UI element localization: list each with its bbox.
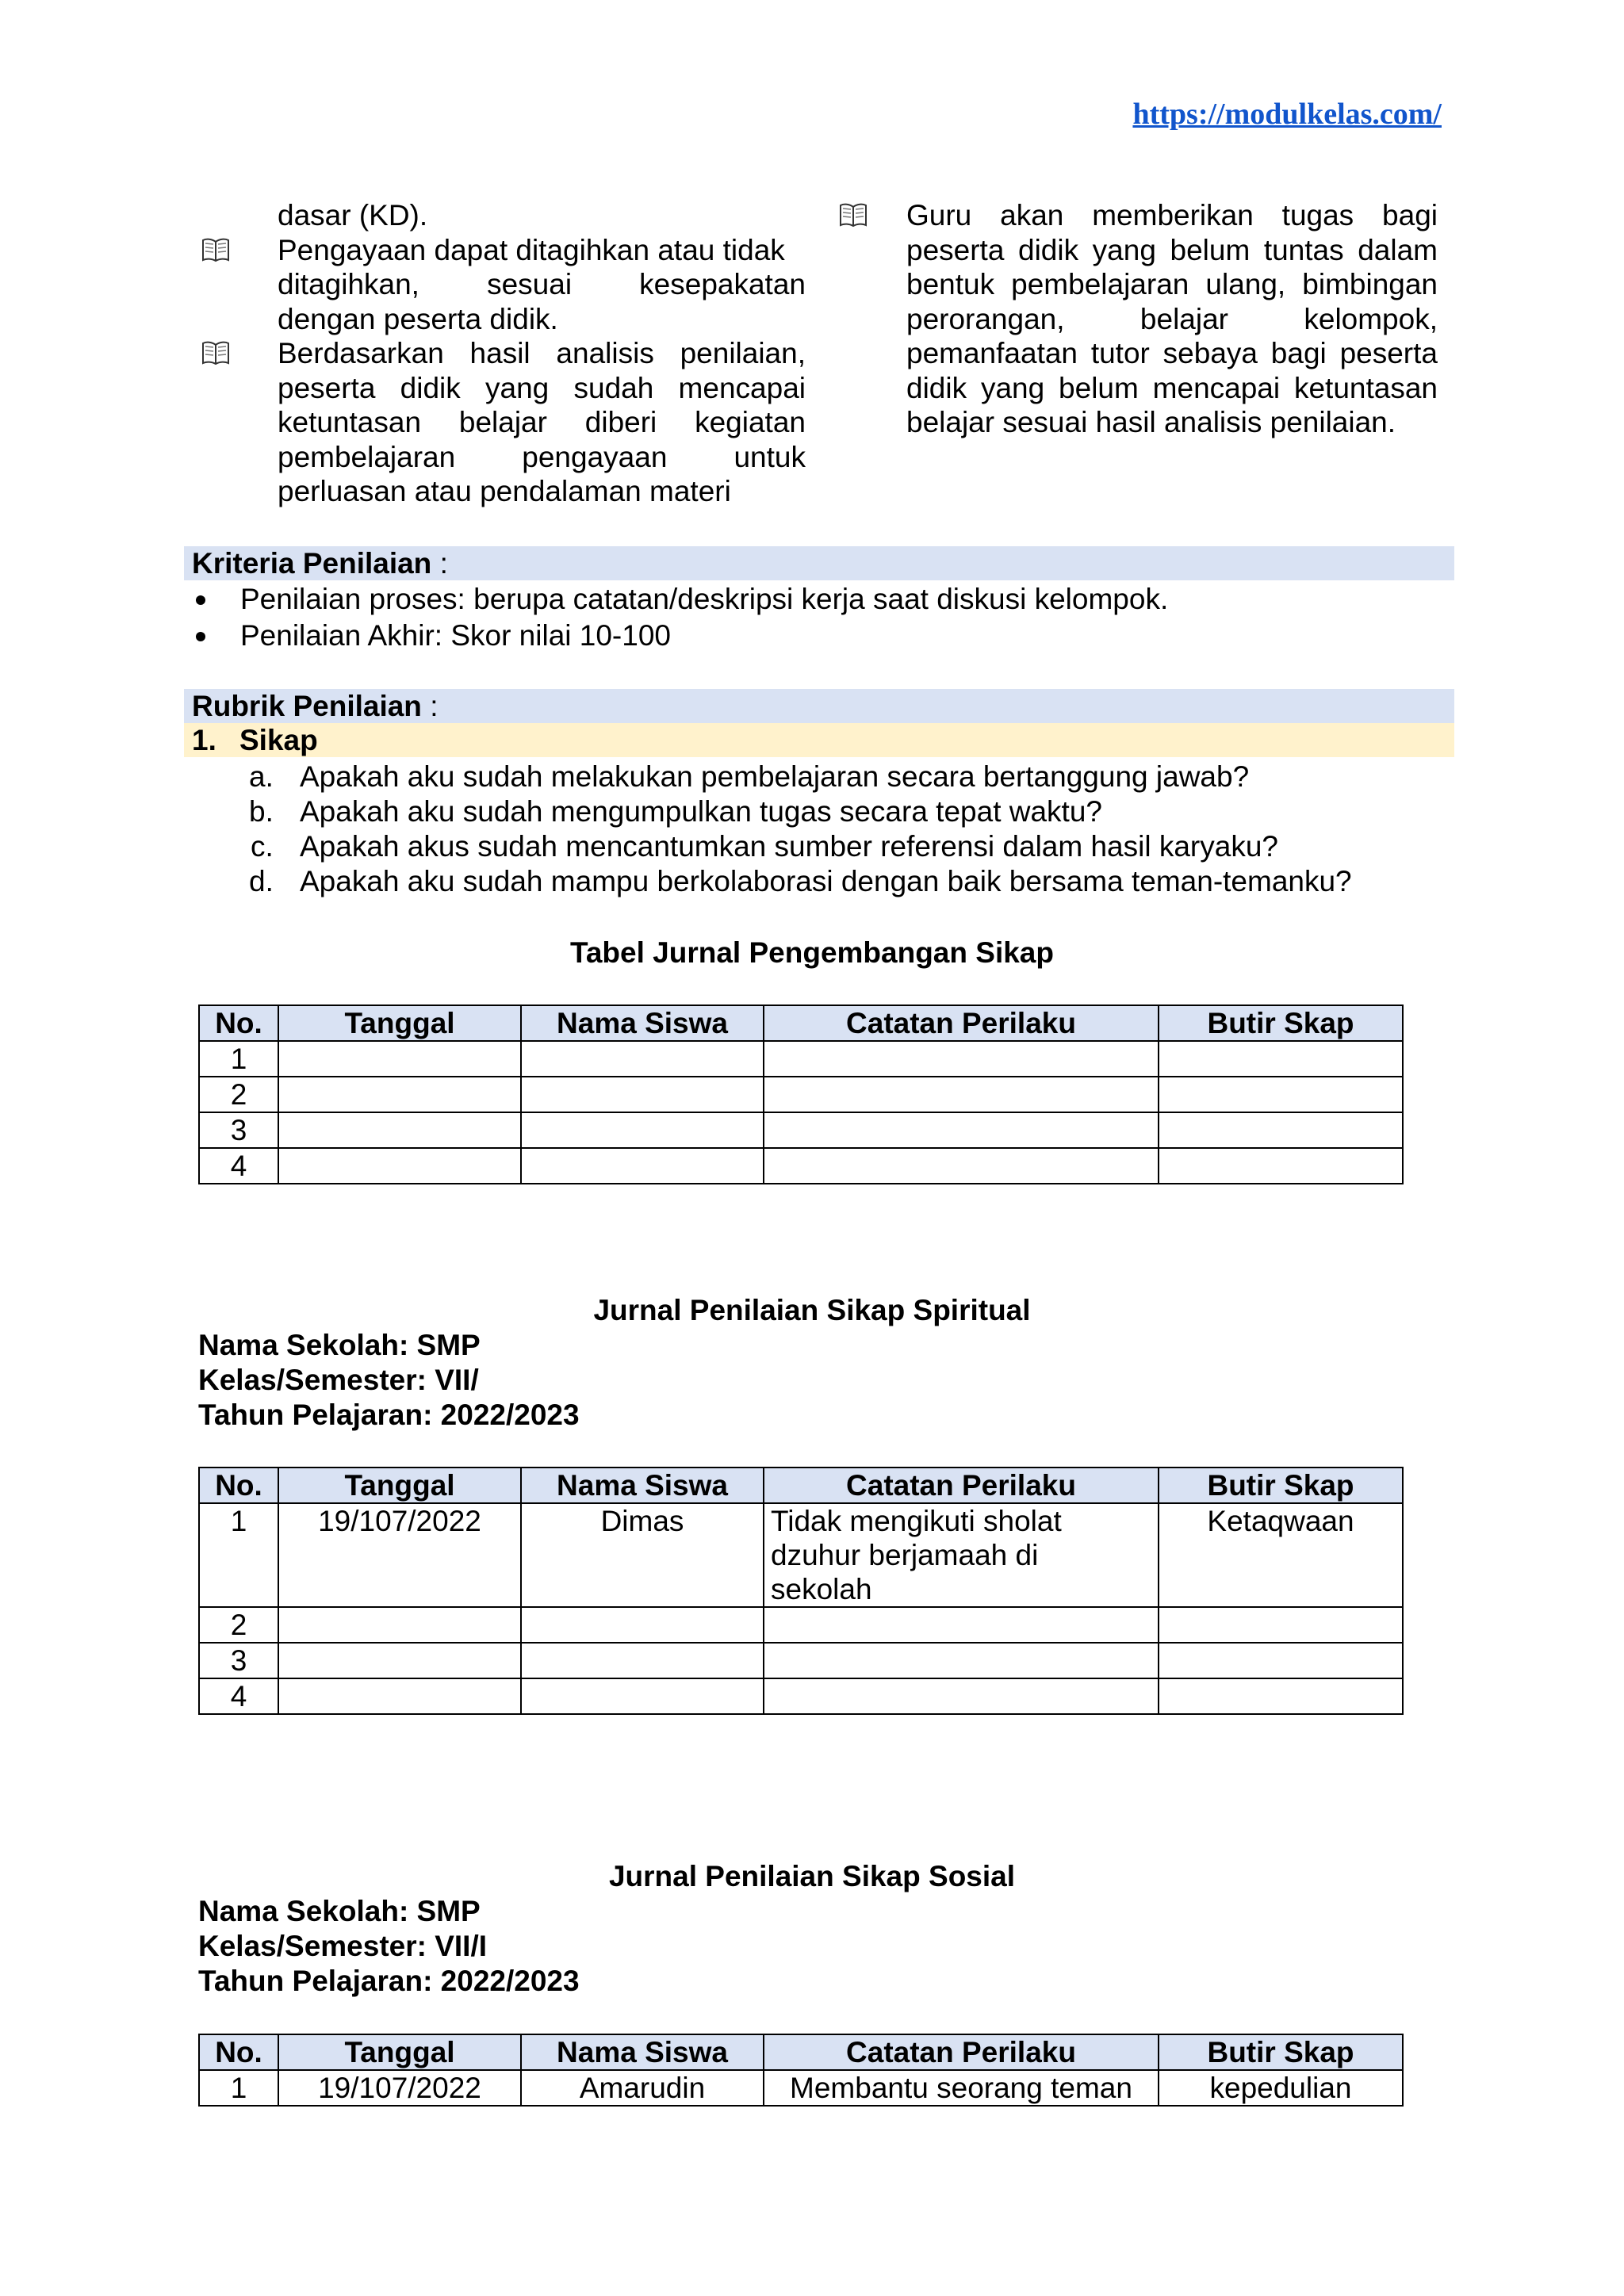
text-line: pembelajaran pengayaan untuk <box>278 440 806 473</box>
table-row <box>199 1112 1403 1148</box>
right-item-1 <box>906 198 1438 440</box>
cell <box>764 1607 1159 1643</box>
bullet-icon <box>196 632 205 641</box>
site-url-link[interactable]: https://modulkelas.com/ <box>1132 98 1442 131</box>
cell <box>521 1077 764 1112</box>
text-line: perorangan, belajar kelompok, <box>906 302 1438 335</box>
cell-no: 3 <box>199 1112 278 1148</box>
table-row <box>199 1607 1403 1643</box>
kriteria-item-1: Penilaian proses: berupa catatan/deskripsi kerja saat diskusi kelompok. <box>240 583 1169 615</box>
header-no: No. <box>199 1005 278 1041</box>
table-row <box>199 1643 1403 1678</box>
kriteria-colon: : <box>431 547 448 580</box>
table-row <box>199 1678 1403 1714</box>
table-jurnal-sikap-spiritual <box>198 1467 1404 1715</box>
text-line: Guru akan memberikan tugas bagi <box>906 199 1438 232</box>
cell <box>1159 1077 1403 1112</box>
question-letter: b. <box>249 795 274 828</box>
text-line: bentuk pembelajaran ulang, bimbingan <box>906 268 1438 300</box>
header-tanggal: Tanggal <box>278 1468 521 1503</box>
rubrik-colon: : <box>421 690 439 722</box>
catatan-line: sekolah <box>771 1573 872 1605</box>
cell <box>278 1077 521 1112</box>
header-butir-skap: Butir Skap <box>1159 2034 1403 2070</box>
cell-no: 4 <box>199 1678 278 1714</box>
cell <box>521 1678 764 1714</box>
rubrik-heading <box>184 689 1454 723</box>
book-icon <box>201 236 230 263</box>
table1-title: Tabel Jurnal Pengembangan Sikap <box>570 936 1054 969</box>
left-line-kd: dasar (KD). <box>278 199 428 232</box>
header-nama-siswa: Nama Siswa <box>521 1468 764 1503</box>
header-no: No. <box>199 2034 278 2070</box>
left-column <box>278 198 806 509</box>
left-item-2 <box>278 336 806 509</box>
cell-tanggal: 19/107/2022 <box>278 2070 521 2106</box>
cell-no: 2 <box>199 1607 278 1643</box>
question-text: Apakah aku sudah mampu berkolaborasi dengan baik bersama teman-temanku? <box>300 865 1352 897</box>
question-text: Apakah akus sudah mencantumkan sumber referensi dalam hasil karyaku? <box>300 830 1278 863</box>
cell-no: 3 <box>199 1643 278 1678</box>
cell <box>764 1678 1159 1714</box>
question-text: Apakah aku sudah mengumpulkan tugas secara tepat waktu? <box>300 795 1102 828</box>
table2-school: Nama Sekolah: SMP <box>198 1329 481 1361</box>
table3-year: Tahun Pelajaran: 2022/2023 <box>198 1965 580 1997</box>
cell <box>521 1041 764 1077</box>
cell <box>764 1148 1159 1184</box>
header-butir-skap: Butir Skap <box>1159 1468 1403 1503</box>
cell <box>278 1643 521 1678</box>
question-text: Apakah aku sudah melakukan pembelajaran secara bertanggung jawab? <box>300 760 1250 793</box>
text-line: Pengayaan dapat ditagihkan atau tidak <box>278 233 785 266</box>
cell <box>1159 1112 1403 1148</box>
table2-class: Kelas/Semester: VII/ <box>198 1364 479 1396</box>
table3-school: Nama Sekolah: SMP <box>198 1895 481 1927</box>
kriteria-heading <box>184 546 1454 580</box>
header-catatan-perilaku: Catatan Perilaku <box>764 1005 1159 1041</box>
cell <box>1159 1148 1403 1184</box>
table-row <box>199 1503 1403 1607</box>
header-catatan-perilaku: Catatan Perilaku <box>764 2034 1159 2070</box>
cell-no: 1 <box>199 1041 278 1077</box>
text-line: pemanfaatan tutor sebaya bagi peserta <box>906 337 1438 369</box>
table3-class: Kelas/Semester: VII/I <box>198 1930 488 1962</box>
header-tanggal: Tanggal <box>278 1005 521 1041</box>
cell-butir: kepedulian <box>1159 2070 1403 2106</box>
text-line: Berdasarkan hasil analisis penilaian, <box>278 337 806 369</box>
table2-title: Jurnal Penilaian Sikap Spiritual <box>593 1294 1031 1326</box>
kriteria-item-2: Penilaian Akhir: Skor nilai 10-100 <box>240 619 671 652</box>
catatan-line: dzuhur berjamaah di <box>771 1539 1039 1571</box>
text-line: didik yang belum mencapai ketuntasan <box>906 371 1438 404</box>
table3-title: Jurnal Penilaian Sikap Sosial <box>608 1860 1016 1892</box>
table-jurnal-pengembangan-sikap <box>198 1004 1404 1184</box>
text-line: ketuntasan belajar diberi kegiatan <box>278 406 806 438</box>
header-catatan-perilaku: Catatan Perilaku <box>764 1468 1159 1503</box>
table-jurnal-sikap-sosial <box>198 2034 1404 2107</box>
text-line: peserta didik yang belum tuntas dalam <box>906 233 1438 266</box>
text-line: perluasan atau pendalaman materi <box>278 475 731 507</box>
book-icon <box>839 201 868 228</box>
cell <box>521 1148 764 1184</box>
header-butir-skap: Butir Skap <box>1159 1005 1403 1041</box>
table-row <box>199 1041 1403 1077</box>
cell <box>1159 1678 1403 1714</box>
table-row <box>199 1148 1403 1184</box>
cell <box>1159 1607 1403 1643</box>
cell <box>521 1643 764 1678</box>
cell <box>764 1077 1159 1112</box>
header-nama-siswa: Nama Siswa <box>521 2034 764 2070</box>
table-header-row <box>199 2034 1403 2070</box>
table-row <box>199 2070 1403 2106</box>
cell-no: 4 <box>199 1148 278 1184</box>
table-row <box>199 1077 1403 1112</box>
catatan-line: Tidak mengikuti sholat <box>771 1505 1062 1537</box>
cell-butir: Ketaqwaan <box>1159 1503 1403 1607</box>
text-line: dengan peserta didik. <box>278 302 558 335</box>
cell-catatan: Membantu seorang teman <box>764 2070 1159 2106</box>
cell <box>278 1041 521 1077</box>
cell-catatan <box>764 1503 1159 1607</box>
cell-no: 1 <box>199 1503 278 1607</box>
question-letter: c. <box>251 830 274 863</box>
text-line: ditagihkan, sesuai kesepakatan <box>278 268 806 300</box>
text-line: belajar sesuai hasil analisis penilaian. <box>906 406 1396 438</box>
right-column <box>906 198 1438 440</box>
table-header-row <box>199 1005 1403 1041</box>
table2-year: Tahun Pelajaran: 2022/2023 <box>198 1399 580 1431</box>
cell <box>1159 1041 1403 1077</box>
header-no: No. <box>199 1468 278 1503</box>
text-line: peserta didik yang sudah mencapai <box>278 371 806 404</box>
section-title: Sikap <box>239 724 318 756</box>
header-tanggal: Tanggal <box>278 2034 521 2070</box>
left-item-1 <box>278 233 806 337</box>
cell <box>1159 1643 1403 1678</box>
kriteria-title: Kriteria Penilaian <box>192 547 432 580</box>
question-letter: d. <box>249 865 274 897</box>
sikap-section-heading <box>184 723 1454 757</box>
cell <box>278 1607 521 1643</box>
cell <box>764 1112 1159 1148</box>
rubrik-title: Rubrik Penilaian <box>192 690 422 722</box>
bullet-icon <box>196 595 205 605</box>
cell <box>278 1112 521 1148</box>
question-letter: a. <box>249 760 274 793</box>
header-nama-siswa: Nama Siswa <box>521 1005 764 1041</box>
section-number: 1. <box>192 724 216 756</box>
cell-nama: Amarudin <box>521 2070 764 2106</box>
book-icon <box>201 339 230 366</box>
cell <box>521 1112 764 1148</box>
cell-tanggal: 19/107/2022 <box>278 1503 521 1607</box>
cell <box>764 1643 1159 1678</box>
cell <box>521 1607 764 1643</box>
cell <box>278 1678 521 1714</box>
cell-no: 2 <box>199 1077 278 1112</box>
cell <box>278 1148 521 1184</box>
cell-no: 1 <box>199 2070 278 2106</box>
cell-nama: Dimas <box>521 1503 764 1607</box>
table-header-row <box>199 1468 1403 1503</box>
cell <box>764 1041 1159 1077</box>
